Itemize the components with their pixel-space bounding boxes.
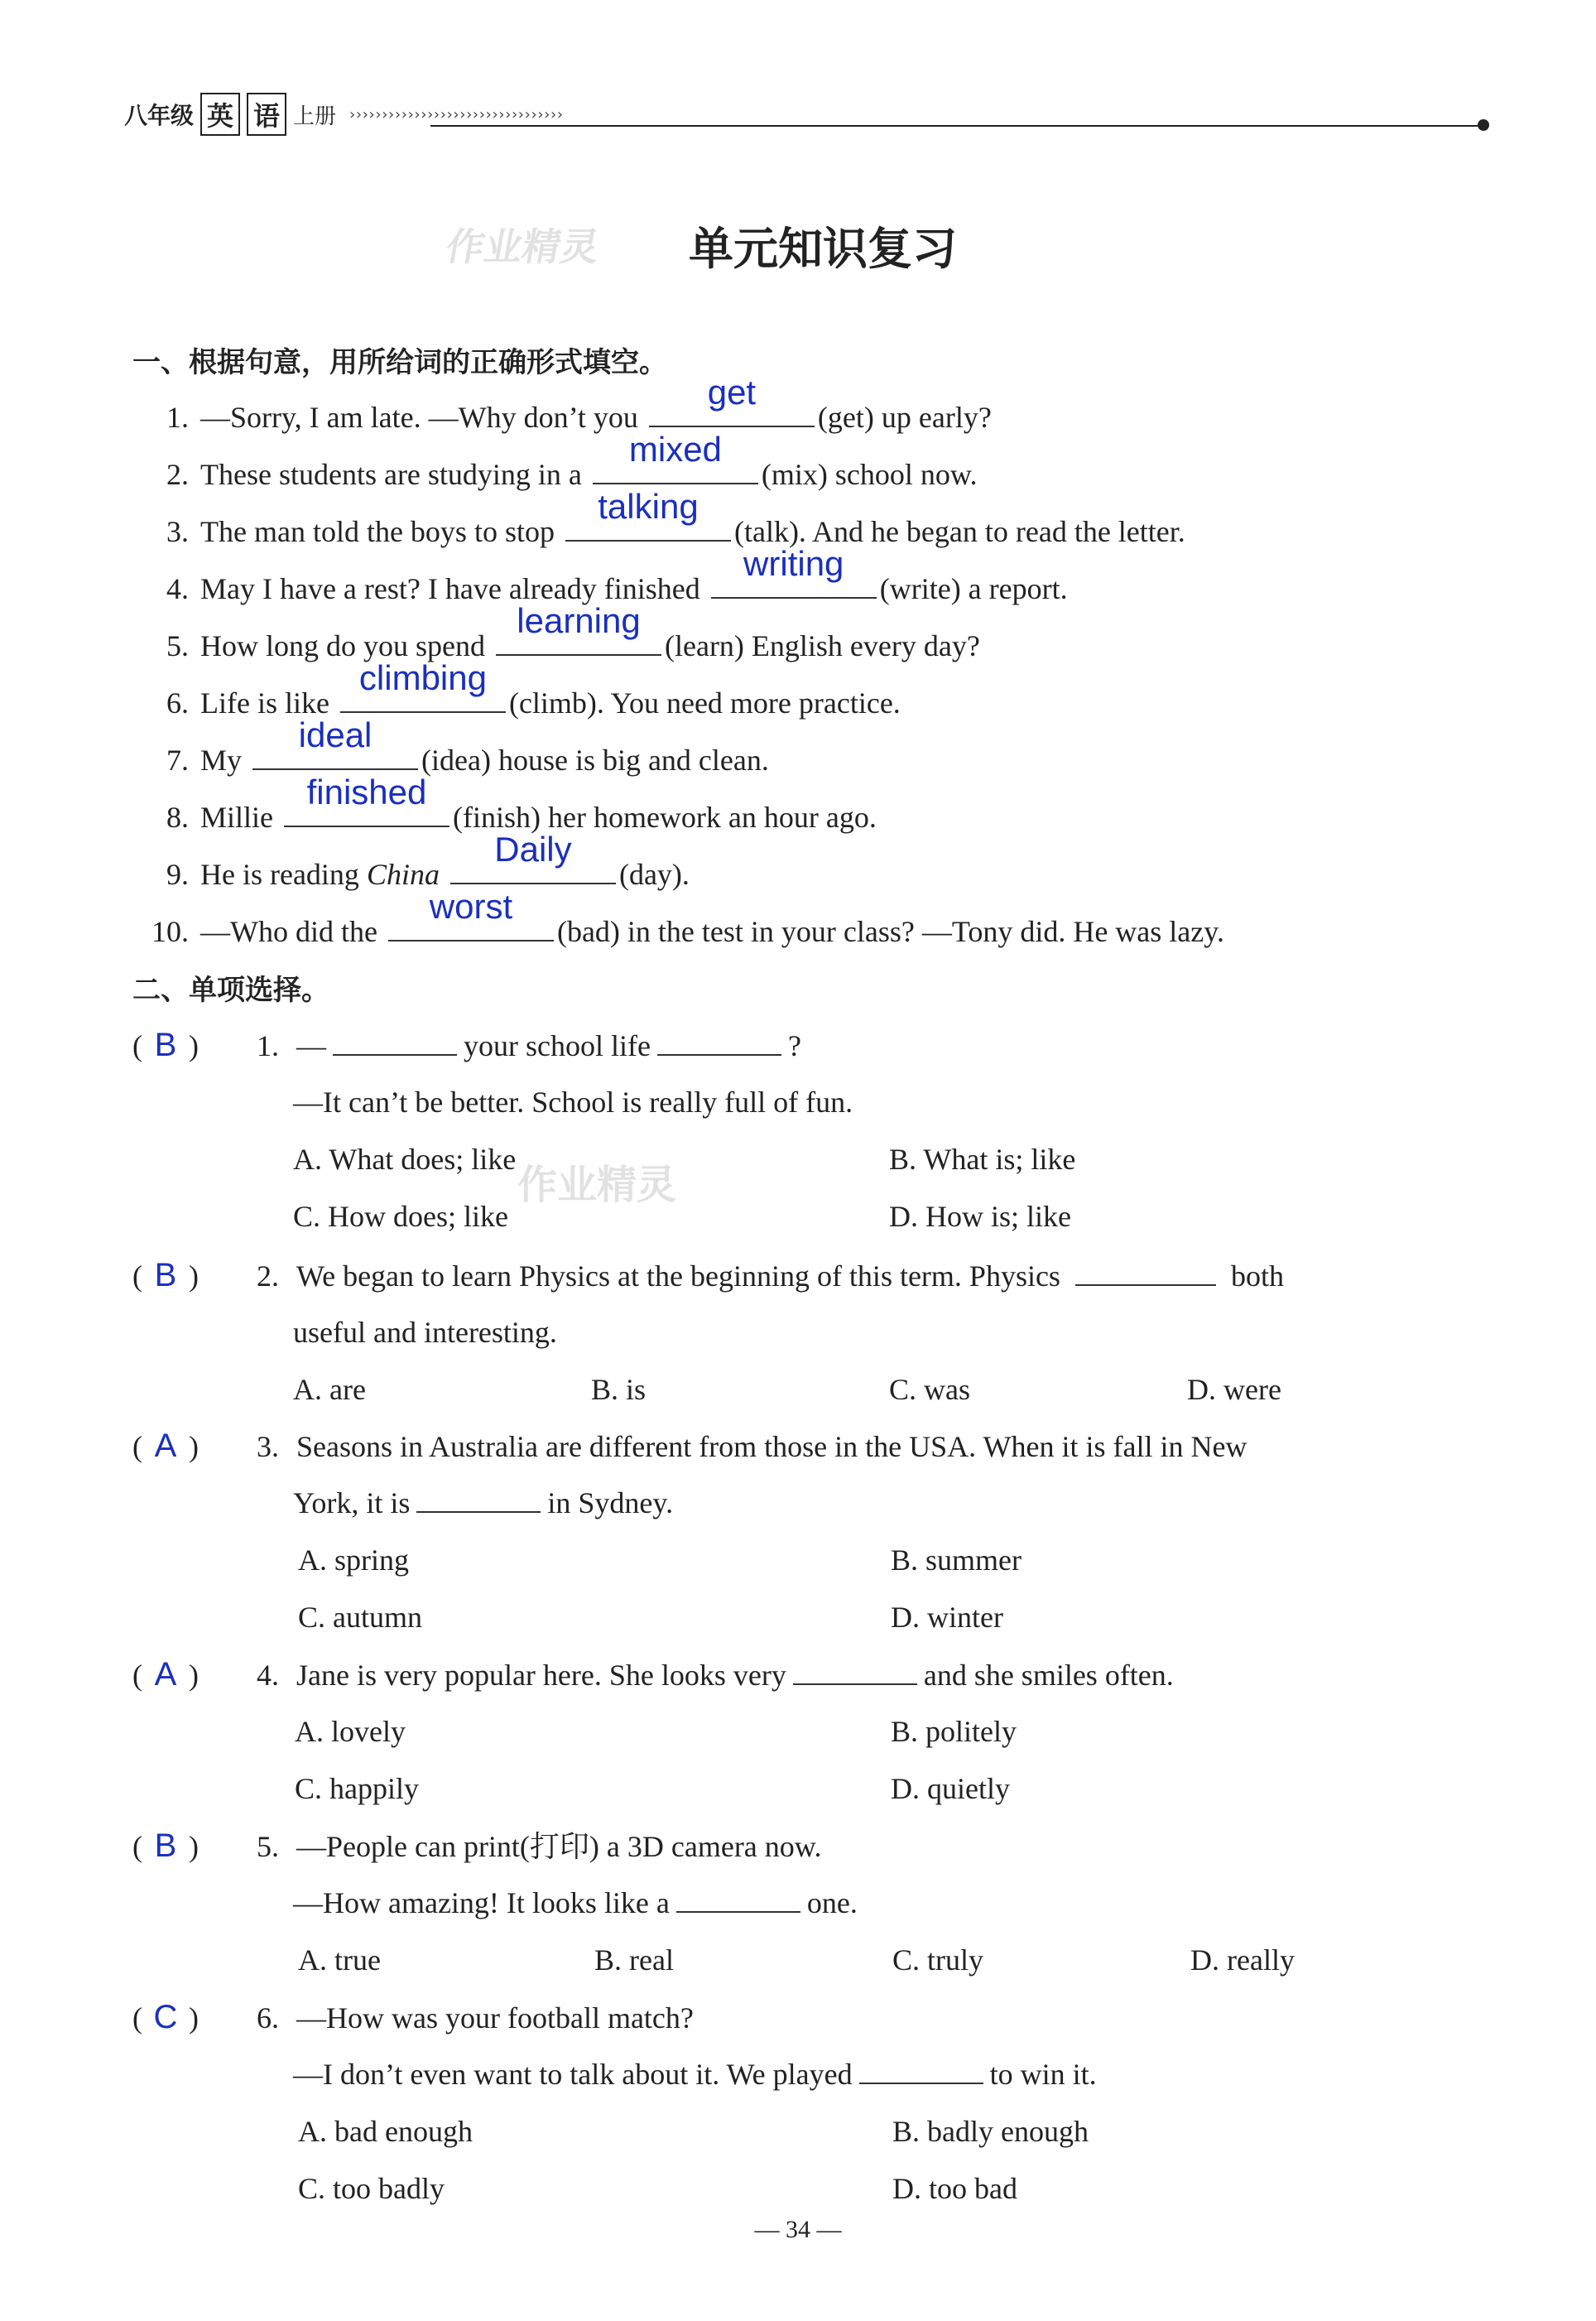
option-d: D. too bad — [892, 2172, 1017, 2205]
item-text: (bad) in the test in your class? —Tony did. He was lazy. — [556, 915, 1224, 948]
question-text: —It can’t be better. School is really full of fun. — [293, 1086, 853, 1119]
fill-item — [141, 373, 992, 442]
answer-blank — [252, 715, 418, 770]
option-d: D. quietly — [891, 1772, 1010, 1805]
handwritten-answer: A — [154, 1428, 177, 1464]
question-text: — — [296, 1029, 326, 1062]
item-text: How long do you spend — [200, 629, 485, 662]
item-text: (mix) school now. — [761, 458, 978, 491]
item-text: —Who did the — [200, 915, 377, 948]
answer-blank — [657, 1026, 781, 1056]
item-text: (talk). And he began to read the letter. — [733, 515, 1185, 548]
question-text: We began to learn Physics at the beginning of this term. Physics — [296, 1259, 1060, 1293]
item-number: 6. — [166, 686, 189, 720]
item-number: 2. — [166, 458, 189, 491]
item-text: May I have a rest? I have already finished — [200, 572, 700, 605]
answer-blank — [450, 830, 616, 884]
header-chevrons: ››››››››››››››››››››››››››››››››› — [348, 105, 562, 123]
item-text: These students are studying in a — [200, 458, 582, 491]
handwritten-answer: talking — [598, 487, 699, 526]
answer-blank — [711, 544, 877, 599]
question-text: —How amazing! It looks like a — [293, 1886, 670, 1919]
handwritten-answer: B — [154, 1827, 177, 1864]
option-c: C. autumn — [298, 1601, 422, 1634]
handwritten-answer: writing — [743, 544, 844, 583]
option-b: B. is — [591, 1373, 647, 1406]
item-number: 3. — [166, 515, 189, 548]
answer-blank — [593, 430, 758, 484]
page-number: — 34 — — [754, 2216, 842, 2243]
handwritten-answer: A — [154, 1656, 177, 1693]
choice-question — [132, 1421, 1247, 1471]
choice-question — [132, 1821, 821, 1871]
answer-blank — [284, 773, 449, 827]
question-text: York, it is — [293, 1486, 411, 1519]
item-text: (get) up early? — [817, 401, 992, 434]
option-a: A. lovely — [295, 1715, 406, 1748]
answer-paren: ( B ) — [132, 1020, 257, 1071]
question-text: to win it. — [989, 2058, 1097, 2091]
header-subject-char-2: 语 — [247, 93, 286, 136]
question-text: in Sydney. — [547, 1486, 674, 1519]
answer-blank — [565, 487, 731, 542]
choice-question — [132, 1250, 1284, 1300]
fill-item — [141, 715, 769, 785]
answer-blank — [1075, 1256, 1216, 1286]
item-number: 4. — [166, 572, 189, 605]
section1-heading: 一、根据句意，用所给词的正确形式填空。 — [132, 346, 667, 379]
page-title: 单元知识复习 — [689, 223, 957, 275]
handwritten-answer: climbing — [358, 658, 487, 697]
fill-item — [141, 601, 980, 671]
option-a: A. bad enough — [298, 2115, 473, 2148]
option-a: A. are — [293, 1373, 366, 1406]
option-c: C. too badly — [298, 2172, 445, 2205]
item-text: (learn) English every day? — [665, 629, 980, 662]
question-text — [293, 1478, 673, 1528]
item-text: Millie — [200, 801, 273, 834]
question-number: 4. — [257, 1659, 279, 1692]
handwritten-answer: B — [154, 1257, 177, 1293]
answer-paren: ( B ) — [132, 1821, 257, 1871]
watermark-logo: 作业精灵 — [442, 224, 603, 269]
answer-paren: ( C ) — [132, 1992, 257, 2043]
item-text: —Sorry, I am late. —Why don’t you — [200, 401, 638, 434]
item-text: (climb). You need more practice. — [508, 686, 901, 720]
handwritten-answer: get — [707, 373, 757, 412]
option-b: B. politely — [891, 1715, 1017, 1748]
option-a: A. spring — [298, 1543, 409, 1577]
answer-blank — [859, 2054, 983, 2084]
item-text: (idea) house is big and clean. — [421, 744, 769, 777]
question-text — [293, 2049, 1097, 2099]
option-d: D. really — [1190, 1943, 1295, 1977]
answer-blank — [416, 1483, 541, 1513]
option-c: C. truly — [892, 1943, 984, 1977]
item-number: 9. — [166, 858, 189, 891]
item-text: (write) a report. — [879, 572, 1068, 605]
item-text-italic: China — [366, 858, 440, 891]
item-number: 5. — [166, 629, 189, 662]
option-b: B. real — [594, 1943, 674, 1977]
question-text: Seasons in Australia are different from those in the USA. When it is fall in New — [296, 1430, 1247, 1463]
question-text: Jane is very popular here. She looks very — [296, 1659, 786, 1692]
handwritten-answer: ideal — [298, 715, 373, 754]
answer-paren: ( A ) — [132, 1649, 257, 1700]
answer-paren: ( B ) — [132, 1250, 257, 1301]
item-text: (finish) her homework an hour ago. — [453, 801, 877, 834]
answer-blank — [388, 887, 554, 941]
handwritten-answer: learning — [517, 601, 641, 640]
item-text: My — [200, 744, 243, 777]
option-d: D. winter — [891, 1601, 1003, 1634]
item-number: 8. — [166, 801, 189, 834]
item-text: He is reading — [200, 858, 359, 891]
watermark-logo: 作业精灵 — [517, 1162, 677, 1208]
answer-blank — [676, 1883, 800, 1913]
option-c: C. How does; like — [293, 1200, 508, 1233]
option-b: B. summer — [891, 1543, 1022, 1577]
header-volume: 上册 — [293, 104, 337, 129]
question-text: both — [1230, 1259, 1284, 1293]
item-text: Life is like — [200, 686, 329, 720]
fill-item — [141, 430, 978, 499]
question-number: 2. — [257, 1259, 279, 1293]
fill-item — [141, 487, 1185, 556]
option-c: C. happily — [295, 1772, 419, 1805]
question-number: 3. — [257, 1430, 279, 1463]
option-b: B. What is; like — [889, 1143, 1076, 1176]
header-subject-char-1: 英 — [200, 93, 240, 136]
handwritten-answer: Daily — [494, 830, 572, 869]
answer-blank — [496, 601, 661, 656]
question-text: one. — [806, 1886, 858, 1919]
answer-blank — [649, 373, 815, 427]
question-text: —I don’t even want to talk about it. We played — [293, 2058, 853, 2091]
question-number: 6. — [257, 2001, 279, 2034]
answer-blank — [793, 1655, 917, 1685]
option-b: B. badly enough — [892, 2115, 1089, 2148]
item-number: 7. — [166, 744, 189, 777]
question-number: 5. — [257, 1830, 279, 1863]
answer-blank — [340, 658, 506, 713]
header-rule-dot — [1478, 119, 1489, 131]
choice-question — [132, 1020, 801, 1070]
item-number: 10. — [151, 915, 189, 948]
header-grade: 八年级 — [124, 102, 195, 129]
question-text: and she smiles often. — [923, 1659, 1174, 1692]
option-d: D. were — [1187, 1373, 1281, 1406]
choice-question — [132, 1992, 694, 2042]
option-a: A. What does; like — [293, 1143, 517, 1176]
option-a: A. true — [298, 1943, 381, 1977]
section2-heading: 二、单项选择。 — [132, 974, 329, 1007]
fill-item — [141, 887, 1224, 956]
handwritten-answer: B — [154, 1027, 177, 1063]
question-text — [293, 1878, 858, 1928]
question-text: ? — [787, 1029, 801, 1062]
answer-blank — [333, 1026, 457, 1056]
handwritten-answer: C — [153, 1999, 178, 2035]
question-text: your school life — [464, 1029, 651, 1062]
page-header — [124, 93, 562, 136]
answer-paren: ( A ) — [132, 1421, 257, 1471]
choice-question — [132, 1649, 1174, 1699]
handwritten-answer: finished — [306, 773, 427, 811]
question-text: —How was your football match? — [296, 2001, 694, 2034]
header-rule — [430, 125, 1482, 127]
question-number: 1. — [257, 1029, 279, 1062]
item-text: The man told the boys to stop — [200, 515, 555, 548]
option-d: D. How is; like — [889, 1200, 1071, 1233]
option-c: C. was — [889, 1373, 970, 1406]
question-text: —People can print(打印) a 3D camera now. — [296, 1830, 822, 1863]
item-text: (day). — [618, 858, 690, 891]
question-text: useful and interesting. — [293, 1316, 557, 1349]
handwritten-answer: worst — [429, 887, 513, 926]
item-number: 1. — [166, 401, 189, 434]
handwritten-answer: mixed — [628, 430, 722, 469]
